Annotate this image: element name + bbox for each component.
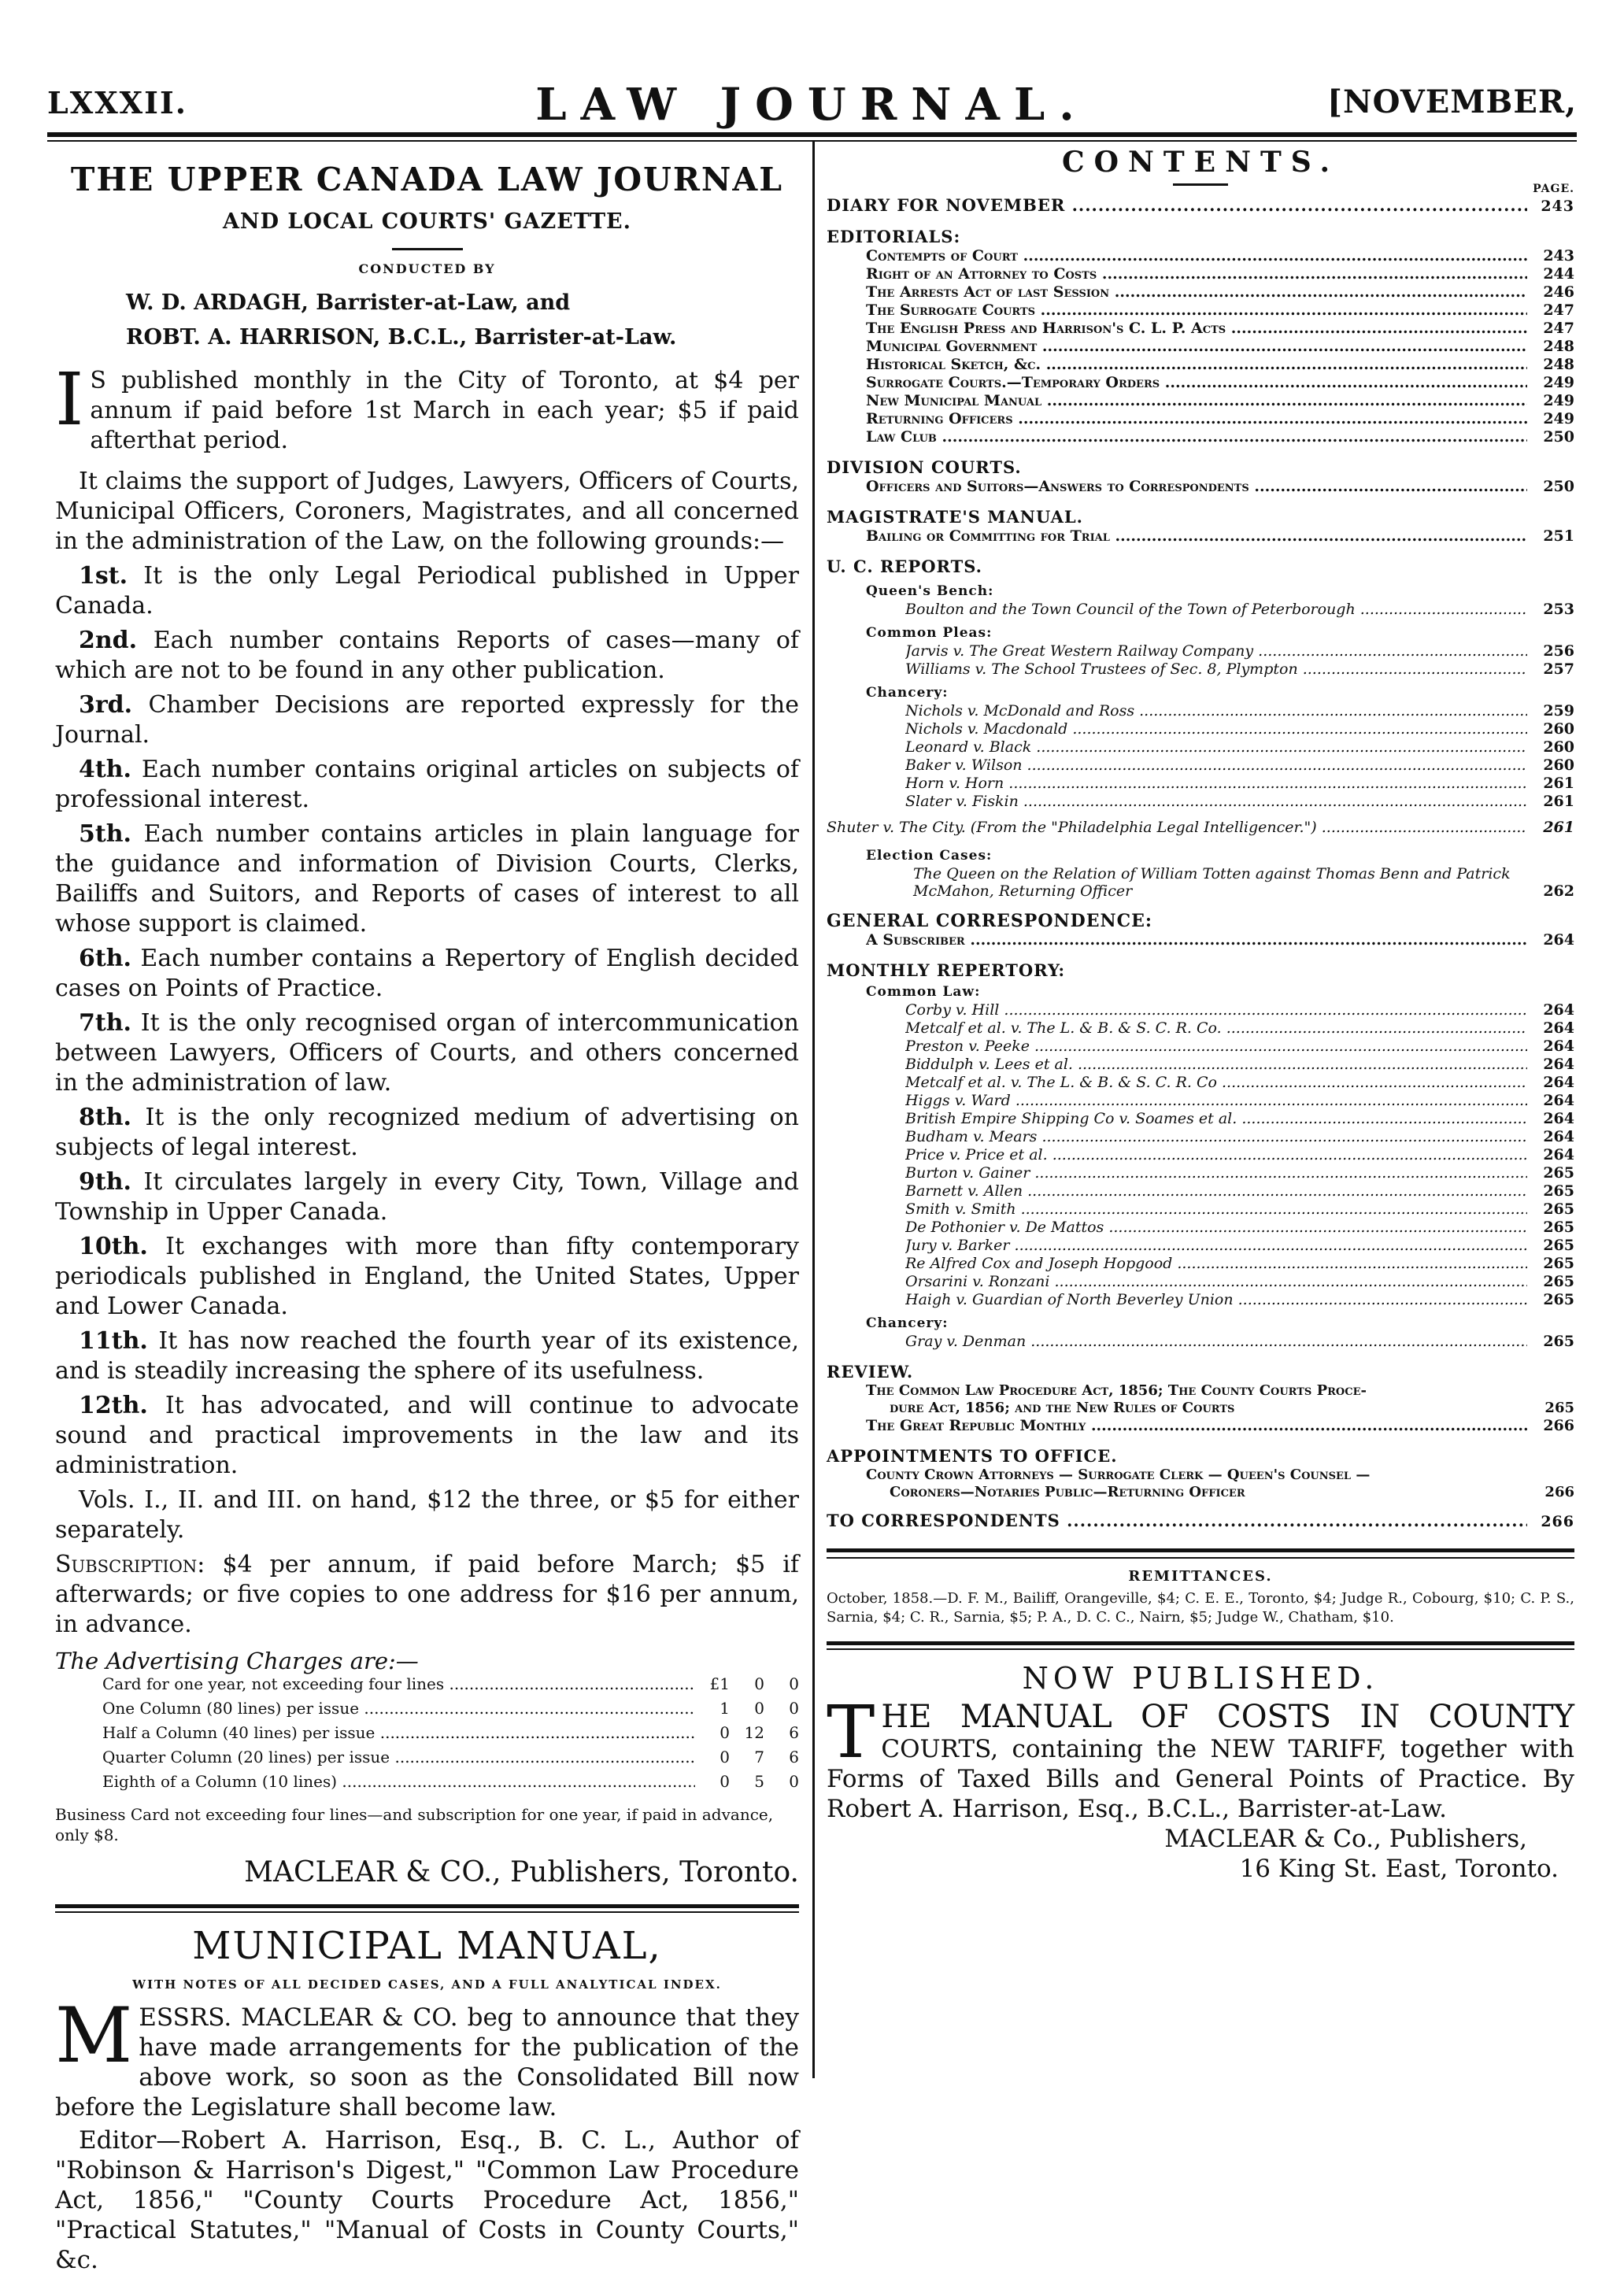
toc-subhead-common-law: Common Law: <box>866 984 981 1000</box>
toc-entry[interactable]: Returning Officers ..... 249 <box>827 410 1574 428</box>
toc-editorials-list <box>827 247 1574 446</box>
charges-row: One Column (80 lines) per issue ..... 1 0 0 <box>102 1699 799 1723</box>
business-card-note: Business Card not exceeding four lines—and subscription for one year, if paid in advance, only $8. <box>55 1805 774 1844</box>
journal-title: THE UPPER CANADA LAW JOURNAL <box>70 161 784 198</box>
ground-item: 4th. Each number contains original articles on subjects of professional interest. <box>55 756 799 813</box>
toc-case-shuter[interactable]: Shuter v. The City. (From the "Philadelphia Legal Intelligencer.") ..... 261 <box>827 819 1574 837</box>
running-header <box>47 79 1577 134</box>
toc-diary[interactable]: DIARY FOR NOVEMBER ..... 243 <box>827 195 1574 216</box>
journal-subtitle: AND LOCAL COURTS' GAZETTE. <box>222 209 632 234</box>
page-column-label: PAGE. <box>1533 183 1574 195</box>
now-published-address: 16 King St. East, Toronto. <box>1239 1855 1559 1883</box>
charges-heading: The Advertising Charges are:— <box>55 1648 419 1674</box>
remittances-title: REMITTANCES. <box>1128 1568 1273 1585</box>
toc-subhead-election: Election Cases: <box>866 848 993 864</box>
editor-ardagh: W. D. ARDAGH, Barrister-at-Law, and <box>126 290 571 315</box>
toc-section-magistrate: MAGISTRATE'S MANUAL. <box>827 507 1083 527</box>
subscription-note: Subscription: $4 per annum, if paid before March; $5 if afterwards; or five copies to one address for $16 per annum, in advance. <box>55 1551 799 1638</box>
toc-review-entry[interactable]: The Common Law Procedure Act, 1856; The County Courts Proce- dure Act, 1856; and the New Rules of Courts 265 <box>866 1382 1574 1416</box>
toc-case[interactable]: Metcalf et al. v. The L. & B. & S. C. R. Co. ..... 264 <box>827 1019 1574 1038</box>
toc-case[interactable]: Leonard v. Black ..... 260 <box>827 738 1574 756</box>
toc-case[interactable]: Gray v. Denman ..... 265 <box>827 1333 1574 1351</box>
toc-case[interactable]: Burton v. Gainer ..... 265 <box>827 1164 1574 1182</box>
toc-section-appointments: APPOINTMENTS TO OFFICE. <box>827 1446 1118 1466</box>
ground-item: 11th. It has now reached the fourth year of its existence, and is steadily increasing the sphere of its usefulness. <box>55 1327 799 1385</box>
remittances-rule-thin <box>827 1557 1574 1559</box>
running-title: LAW JOURNAL. <box>535 79 1089 131</box>
column-divider <box>812 142 815 2078</box>
claims-paragraph: It claims the support of Judges, Lawyers, Officers of Courts, Municipal Officers, Coroners, Magistrates, and all concerned in the administration of the Law, on the following grounds:— <box>55 468 799 555</box>
toc-section-reports: U. C. REPORTS. <box>827 557 982 576</box>
now-published-title: NOW PUBLISHED. <box>1022 1661 1379 1696</box>
toc-case[interactable]: Slater v. Fiskin ..... 261 <box>827 793 1574 811</box>
toc-case[interactable]: Higgs v. Ward ..... 264 <box>827 1092 1574 1110</box>
manual-announcement: MESSRS. MACLEAR & CO. beg to announce that they have made arrangements for the publication of the above work, so soon as the Consolidated Bill now before the Legislature shall become law. <box>55 1992 799 2121</box>
ground-item: 6th. Each number contains a Repertory of English decided cases on Points of Practice. <box>55 945 799 1002</box>
ground-item: 5th. Each number contains articles in plain language for the guidance and information of Division Courts, Clerks, Bailiffs and Suitors, and Reports of cases of interest to all whose support is claimed. <box>55 820 799 938</box>
ground-item: 1st. It is the only Legal Periodical published in Upper Canada. <box>55 562 799 620</box>
now-published-body: THE MANUAL OF COSTS IN COUNTY COURTS, containing the NEW TARIFF, together with Forms of Taxed Bills and General Points of Practice. By Robert A. Harrison, Esq., B.C.L., Barrister-at-Law. <box>827 1690 1574 1823</box>
charges-table <box>102 1674 799 1796</box>
right-column <box>827 146 1574 1884</box>
left-column <box>55 150 799 2275</box>
charges-row: Eighth of a Column (10 lines) ..... 0 5 0 <box>102 1772 799 1796</box>
contents-title: CONTENTS. <box>1061 146 1340 179</box>
toc-entry[interactable]: Law Club ..... 250 <box>827 428 1574 446</box>
toc-entry[interactable]: Bailing or Committing for Trial ..... 251 <box>827 527 1574 546</box>
toc-case[interactable]: British Empire Shipping Co v. Soames et al. ..... 264 <box>827 1110 1574 1128</box>
toc-case[interactable]: Budham v. Mears ..... 264 <box>827 1128 1574 1146</box>
toc-subhead-queens-bench: Queen's Bench: <box>866 583 994 599</box>
toc-case[interactable]: Williams v. The School Trustees of Sec. 8, Plympton ..... 257 <box>827 660 1574 679</box>
intro-paragraph <box>55 357 799 456</box>
toc-subhead-common-pleas: Common Pleas: <box>866 625 993 641</box>
toc-case[interactable]: Haigh v. Guardian of North Beverley Union ..... 265 <box>827 1291 1574 1309</box>
intro-dropcap: I <box>55 357 84 442</box>
charges-row: Half a Column (40 lines) per issue ..... 0 12 6 <box>102 1723 799 1748</box>
toc-entry[interactable]: Surrogate Courts.—Temporary Orders ..... 249 <box>827 374 1574 392</box>
manual-title: MUNICIPAL MANUAL, <box>192 1924 662 1968</box>
ground-item: 9th. It circulates largely in every City, Town, Village and Township in Upper Canada. <box>55 1168 799 1226</box>
page-folio: LXXXII. <box>47 85 187 120</box>
toc-case[interactable]: Re Alfred Cox and Joseph Hopgood ..... 265 <box>827 1255 1574 1273</box>
toc-entry[interactable]: Municipal Government ..... 248 <box>827 338 1574 356</box>
ground-item: 7th. It is the only recognised organ of intercommunication between Lawyers, Officers of Courts, and others concerned in the administration of law. <box>55 1009 799 1097</box>
toc-case-election[interactable]: The Queen on the Relation of William Totten against Thomas Benn and Patrick McMahon, Returning Officer 262 <box>913 865 1574 900</box>
toc-case[interactable]: Baker v. Wilson ..... 260 <box>827 756 1574 775</box>
manual-dropcap: M <box>55 1992 133 2080</box>
grounds-list <box>55 561 799 1481</box>
ground-item: 10th. It exchanges with more than fifty contemporary periodicals published in England, the United States, Upper and Lower Canada. <box>55 1233 799 1320</box>
now-published-dropcap: T <box>827 1690 875 1774</box>
toc-case[interactable]: Metcalf et al. v. The L. & B. & S. C. R. Co ..... 264 <box>827 1074 1574 1092</box>
toc-case[interactable]: Orsarini v. Ronzani ..... 265 <box>827 1273 1574 1291</box>
toc-case[interactable]: Boulton and the Town Council of the Town of Peterborough ..... 253 <box>827 601 1574 619</box>
toc-case[interactable]: Jury v. Barker ..... 265 <box>827 1237 1574 1255</box>
toc-section-review: REVIEW. <box>827 1362 914 1382</box>
toc-case[interactable]: Jarvis v. The Great Western Railway Company ..... 256 <box>827 642 1574 660</box>
toc-case[interactable]: Smith v. Smith ..... 265 <box>827 1200 1574 1219</box>
section-rule-thin <box>55 1911 799 1913</box>
manual-subtitle: WITH NOTES OF ALL DECIDED CASES, AND A FULL ANALYTICAL INDEX. <box>132 1977 722 1992</box>
toc-case[interactable]: Corby v. Hill ..... 264 <box>827 1001 1574 1019</box>
toc-entry[interactable]: New Municipal Manual ..... 249 <box>827 392 1574 410</box>
toc-entry[interactable]: A Subscriber ..... 264 <box>827 931 1574 949</box>
toc-case[interactable]: Horn v. Horn ..... 261 <box>827 775 1574 793</box>
toc-section-editorials: EDITORIALS: <box>827 227 961 246</box>
charges-row: Quarter Column (20 lines) per issue ..... 0 7 6 <box>102 1748 799 1772</box>
toc-section-division: DIVISION COURTS. <box>827 457 1022 477</box>
toc-section-general: GENERAL CORRESPONDENCE: <box>827 911 1152 931</box>
ground-item: 12th. It has advocated, and will continue to advocate sound and practical improvements in the law and its administration. <box>55 1392 799 1479</box>
now-published-rule-thick <box>827 1641 1574 1645</box>
editor-harrison: ROBT. A. HARRISON, B.C.L., Barrister-at-Law. <box>126 325 677 350</box>
manual-editor-note: Editor—Robert A. Harrison, Esq., B. C. L., Author of "Robinson & Harrison's Digest," "Common Law Procedure Act, 1856," "County Courts Procedure Act, 1856," "Practical Statutes," "Manual of Costs in County Courts," &c. <box>55 2126 799 2274</box>
toc-entry[interactable]: The Arrests Act of last Session ..... 246 <box>827 283 1574 301</box>
toc-entry[interactable]: The English Press and Harrison's C. L. P. Acts ..... 247 <box>827 320 1574 338</box>
toc-case[interactable]: De Pothonier v. De Mattos ..... 265 <box>827 1219 1574 1237</box>
toc-entry[interactable]: The Great Republic Monthly ..... 266 <box>827 1417 1574 1435</box>
toc-subhead-chancery: Chancery: <box>866 685 949 701</box>
title-rule <box>392 248 463 250</box>
ground-item: 2nd. Each number contains Reports of cases—many of which are not to be found in any other publication. <box>55 627 799 684</box>
toc-case[interactable]: Barnett v. Allen ..... 265 <box>827 1182 1574 1200</box>
toc-entry[interactable]: Officers and Suitors—Answers to Correspondents ..... 250 <box>827 478 1574 496</box>
ground-item: 8th. It is the only recognized medium of advertising on subjects of legal interest. <box>55 1104 799 1161</box>
toc-common-law-list <box>827 1001 1574 1309</box>
publisher-line: MACLEAR & CO., Publishers, Toronto. <box>244 1856 799 1888</box>
toc-entry[interactable]: Historical Sketch, &c. ..... 248 <box>827 356 1574 374</box>
conducted-by: CONDUCTED BY <box>358 261 496 276</box>
now-published-rule-thin <box>827 1648 1574 1650</box>
toc-entry[interactable]: The Surrogate Courts ..... 247 <box>827 301 1574 320</box>
volumes-note: Vols. I., II. and III. on hand, $12 the three, or $5 for either separately. <box>55 1486 799 1544</box>
toc-case[interactable]: Price v. Price et al. ..... 264 <box>827 1146 1574 1164</box>
toc-case[interactable]: Nichols v. McDonald and Ross ..... 259 <box>827 702 1574 720</box>
toc-case[interactable]: Nichols v. Macdonald ..... 260 <box>827 720 1574 738</box>
header-rule-thick <box>47 132 1577 137</box>
remittances-rule-thick <box>827 1548 1574 1552</box>
remittances-text: October, 1858.—D. F. M., Bailiff, Orangeville, $4; C. E. E., Toronto, $4; Judge R., Cobourg, $10; C. P. S., Sarnia, $4; C. R., Sarnia, $5; P. A., D. C. C., Nairn, $5; Judge W., Chatham, $10. <box>827 1590 1574 1626</box>
section-rule-thick <box>55 1904 799 1908</box>
toc-section-repertory: MONTHLY REPERTORY: <box>827 960 1066 980</box>
toc-correspondents[interactable]: TO CORRESPONDENTS ..... 266 <box>827 1511 1574 1531</box>
toc-entry[interactable]: Contempts of Court ..... 243 <box>827 247 1574 265</box>
charges-row: Card for one year, not exceeding four lines ..... £1 0 0 <box>102 1674 799 1699</box>
toc-subhead-chancery-2: Chancery: <box>866 1315 949 1331</box>
toc-case[interactable]: Preston v. Peeke ..... 264 <box>827 1038 1574 1056</box>
toc-case[interactable]: Biddulph v. Lees et al. ..... 264 <box>827 1056 1574 1074</box>
running-month: [NOVEMBER, <box>1327 83 1577 120</box>
intro-text: S published monthly in the City of Toronto, at $4 per annum if paid before 1st March in each year; $5 if paid afterthat period. <box>90 367 799 454</box>
ground-item: 3rd. Chamber Decisions are reported expressly for the Journal. <box>55 691 799 749</box>
now-published-publisher: MACLEAR & Co., Publishers, <box>1164 1825 1527 1853</box>
toc-entry[interactable]: Right of an Attorney to Costs ..... 244 <box>827 265 1574 283</box>
toc-appointments-entry[interactable]: County Crown Attorneys — Surrogate Clerk — Queen's Counsel — Coroners—Notaries Public—Returning Officer 266 <box>866 1467 1574 1500</box>
